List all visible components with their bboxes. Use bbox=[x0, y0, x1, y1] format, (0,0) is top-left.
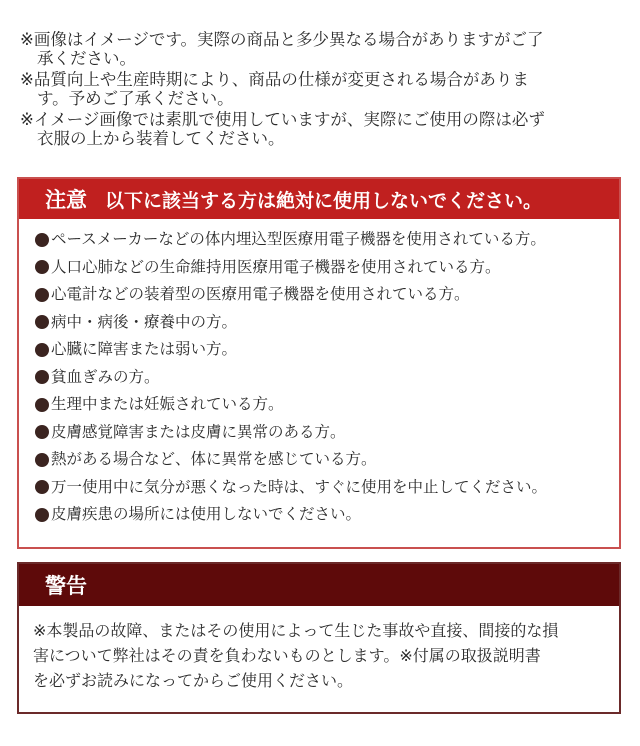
warning-line: を必ずお読みになってからご使用ください。 bbox=[33, 671, 354, 690]
bullet-icon bbox=[35, 398, 49, 412]
caution-item bbox=[35, 391, 619, 419]
caution-item bbox=[35, 501, 619, 529]
caution-item-text: 心臓に障害または弱い方。 bbox=[51, 340, 238, 358]
caution-item bbox=[35, 364, 619, 392]
note-usage bbox=[20, 110, 630, 148]
warning-line: ※本製品の故障、またはその使用によって生じた事故や直接、間接的な損 bbox=[33, 621, 559, 640]
bullet-icon bbox=[35, 288, 49, 302]
caution-item bbox=[35, 336, 619, 364]
note-image bbox=[20, 30, 630, 68]
caution-item bbox=[35, 254, 619, 282]
note-line: 衣服の上から装着してください。 bbox=[37, 129, 285, 148]
note-line: す。予めご了承ください。 bbox=[37, 89, 234, 108]
caution-item-text: 熱がある場合など、体に異常を感じている方。 bbox=[51, 450, 377, 468]
caution-item-text: 皮膚感覚障害または皮膚に異常のある方。 bbox=[51, 422, 346, 441]
caution-title: 注意 bbox=[45, 188, 87, 212]
note-line: ※イメージ画像では素肌で使用していますが、実際にご使用の際は必ず bbox=[20, 110, 545, 129]
bullet-icon bbox=[35, 233, 49, 247]
caution-item-text: 人口心肺などの生命維持用医療用電子機器を使用されている方。 bbox=[51, 257, 501, 276]
caution-item bbox=[35, 474, 619, 502]
bullet-icon bbox=[35, 370, 49, 384]
warning-text bbox=[19, 606, 619, 693]
caution-item-text: 万一使用中に気分が悪くなった時は、すぐに使用を中止してください。 bbox=[51, 477, 548, 496]
caution-item bbox=[35, 281, 619, 309]
warning-title: 警告 bbox=[45, 574, 87, 598]
note-line: 承ください。 bbox=[37, 49, 136, 68]
caution-item bbox=[35, 419, 619, 447]
caution-item bbox=[35, 309, 619, 337]
note-line: ※画像はイメージです。実際の商品と多少異なる場合がありますがご了 bbox=[20, 30, 544, 49]
caution-item-text: 心電計などの装着型の医療用電子機器を使用されている方。 bbox=[51, 285, 470, 303]
caution-list bbox=[19, 219, 619, 529]
note-spec-change bbox=[20, 70, 630, 108]
caution-header bbox=[19, 179, 619, 219]
bullet-icon bbox=[35, 480, 49, 494]
warning-box bbox=[17, 562, 621, 714]
bullet-icon bbox=[35, 315, 49, 329]
caution-item bbox=[35, 226, 619, 254]
caution-item-text: 病中・病後・療養中の方。 bbox=[51, 312, 238, 331]
bullet-icon bbox=[35, 453, 49, 467]
caution-item bbox=[35, 446, 619, 474]
bullet-icon bbox=[35, 343, 49, 357]
bullet-icon bbox=[35, 425, 49, 439]
caution-item-text: 生理中または妊娠されている方。 bbox=[51, 395, 284, 413]
product-notes bbox=[20, 30, 630, 150]
bullet-icon bbox=[35, 260, 49, 274]
caution-box bbox=[17, 177, 621, 549]
warning-header bbox=[19, 564, 619, 606]
caution-item-text: ペースメーカーなどの体内埋込型医療用電子機器を使用されている方。 bbox=[51, 230, 546, 248]
note-line: ※品質向上や生産時期により、商品の仕様が変更される場合がありま bbox=[20, 70, 529, 89]
caution-item-text: 貧血ぎみの方。 bbox=[51, 367, 160, 386]
caution-item-text: 皮膚疾患の場所には使用しないでください。 bbox=[51, 505, 362, 523]
bullet-icon bbox=[35, 508, 49, 522]
warning-line: 害について弊社はその責を負わないものとします。※付属の取扱説明書 bbox=[33, 646, 541, 665]
caution-subtitle: 以下に該当する方は絶対に使用しないでください。 bbox=[105, 189, 543, 212]
